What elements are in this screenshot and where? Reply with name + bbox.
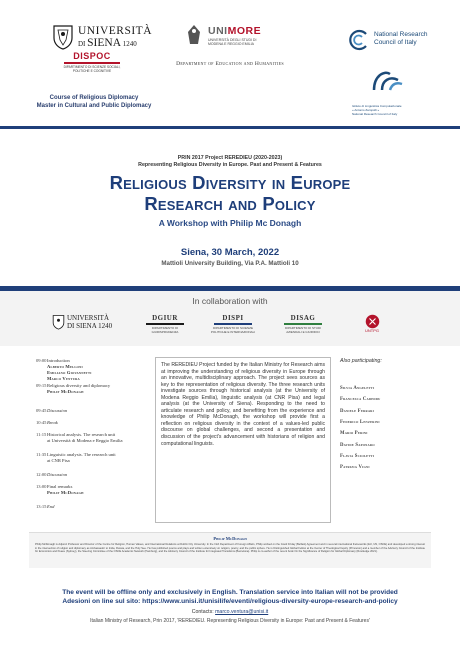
unimore-name: UNIMORE — [208, 25, 262, 37]
program-time: 13:15 — [36, 504, 47, 509]
contacts-label: Contacts: — [191, 609, 216, 615]
program-line: Break — [47, 420, 58, 425]
unimore-logo — [186, 24, 286, 64]
dgiur-sub: DIPARTIMENTO DI GIURISPRUDENZA — [151, 326, 179, 334]
participants-title: Also participating: — [340, 358, 382, 364]
dispoc-sub1: DIPARTIMENTO DI SCIENZE SOCIALI, — [63, 65, 121, 69]
program-text — [47, 358, 155, 382]
contacts — [0, 609, 460, 615]
participant-name: Federico Lenzerini — [340, 419, 380, 425]
notice-line1: The event will be offline only and exclusively in English. Translation service into Italian will not be provided — [62, 589, 398, 596]
page-subtitle: A Workshop with Philip Mc Donagh — [158, 218, 302, 228]
program-text — [47, 504, 155, 510]
program-text — [47, 432, 155, 444]
program-time: 11:35 — [36, 452, 47, 457]
participant-name: Patrizia Vigni — [340, 465, 370, 471]
title-line2: Research and Policy — [144, 193, 316, 214]
program-line: End — [47, 504, 55, 509]
program-text — [47, 484, 155, 496]
logo-header — [0, 0, 460, 120]
participant-name: Mario Perini — [340, 431, 368, 437]
program-time: 09:45 — [36, 408, 47, 413]
siena-crest-icon — [52, 314, 65, 330]
disag-sub: DIPARTIMENTO DI STUDI AZIENDALI E GIURIDICI — [284, 326, 321, 334]
participant-name: Daniele Ferrari — [340, 408, 374, 414]
dispoc-name: DISPOC — [73, 51, 111, 61]
program-time: 13:00 — [36, 484, 47, 489]
nrc-logo — [346, 28, 446, 54]
participant-name: Davide Saponaro — [340, 442, 375, 448]
program-speaker: Alberto Melloni — [47, 364, 83, 369]
dispi-name: DISPI — [222, 314, 244, 322]
dispi-sub: DIPARTIMENTO DI SCIENZE POLITICHE E INTERNAZIONALI — [210, 326, 256, 334]
dispoc-mark-icon — [64, 62, 120, 64]
prin-label — [0, 155, 460, 169]
unimore-mark-icon — [186, 24, 202, 46]
course-label — [20, 94, 168, 110]
collab-disag-logo — [278, 314, 328, 334]
program-text — [47, 420, 155, 426]
prin-line2: Representing Religious Diversity in Europe. Past and Present & Features — [138, 162, 322, 168]
prin-line1: PRIN 2017 Project REREDIEU (2020-2023) — [177, 155, 283, 161]
program-text — [47, 452, 155, 464]
program-time: 09:00 — [36, 358, 47, 363]
cnr-mark-icon — [346, 28, 370, 52]
collab-untpg-logo — [354, 314, 390, 333]
siena-line2: DI SIENA 1240 — [78, 37, 137, 49]
collab-siena-line1: UNIVERSITÀ — [67, 314, 109, 322]
untpg-name: UNTPG — [365, 328, 379, 333]
collab-siena-logo — [52, 314, 122, 334]
program-text — [47, 472, 155, 478]
department-name: Department of Education and Humanities — [176, 61, 284, 67]
program-line: Final remarks — [47, 484, 73, 489]
program-line: Historical analysis. The research unit — [47, 432, 116, 437]
title-line1: Religious Diversity in Europe — [109, 172, 351, 193]
participant-name: Flavia Scioletti — [340, 453, 375, 459]
program-speaker: Marco Ventura — [47, 376, 80, 381]
collab-title: In collaboration with — [192, 296, 268, 306]
bio-title: Philip McDonagh — [213, 536, 247, 541]
footer-text: Italian Ministry of Research, Prin 2017, 'REREDIEU. Representing Religious Diversity in Europe: Past and Present & Features' — [90, 618, 370, 624]
program-line: at CNR Pisa — [47, 458, 70, 463]
program-line: Discussion — [47, 408, 68, 413]
ilc-mark-icon — [370, 68, 404, 94]
dispoc-logo — [60, 51, 124, 73]
program-speaker: Philip McDonagh — [47, 490, 84, 495]
ilc-sub: Istituto di Linguistica Computazionale « Antonio Zampolli » National Research Council of Italy — [352, 104, 402, 116]
program-line: at Università di Modena e Reggio Emilia — [47, 438, 123, 443]
program-speaker: Emiliano Giovannetti — [47, 370, 92, 375]
ilc-logo — [352, 68, 452, 118]
program-speaker: Philip McDonagh — [47, 389, 84, 394]
event-date: Siena, 30 March, 2022 — [180, 247, 280, 258]
program-time: 11:15 — [36, 432, 47, 437]
collab-dispi-logo — [208, 314, 258, 334]
notice — [0, 588, 460, 606]
contacts-email-link[interactable]: marco.ventura@unisi.it — [215, 609, 269, 615]
untpg-mark-icon — [365, 314, 380, 329]
program-line: Introduction — [47, 358, 70, 363]
collab-siena-line2: DI SIENA 1240 — [67, 322, 113, 330]
participant-name: Francesca Cadeddu — [340, 397, 381, 403]
nrc-name: National Research Council of Italy — [374, 31, 428, 46]
program-time: 10:45 — [36, 420, 47, 425]
program-line: Religious diversity and diplomacy — [47, 383, 111, 388]
bio-text: Philip McDonagh is Adjunct Professor and Director of the Centre for Religion, Human Values, and International Relations at Dublin City University. In the Irish Department of Foreign Affairs, Philip worked on the Good Friday (Belfast) Agreement and in several international frameworks (EU, UN, OSCE) and developed a strong interest in the intersection of religion and diplomacy as Ambassador to India, Russia, and the Holy See. He has published poems and plays and written extensively on religion, poetry, and the public sphere. He is Distinguished Global Fellow at the Center of Theological Inquiry (Princeton) and a member of the Advisory Council of the Institute for Economics and Peace (Sydney), the Steering Committee of the OSCE Academic Network (Hamburg), and the Advisory Council of the Institute for Integrated Transitions (Barcelona). Philip is co-author of the recent book On the Significance of Religion for Global Diplomacy (Routledge 2021). — [35, 543, 425, 554]
program-text — [47, 383, 155, 395]
dgiur-name: DGIUR — [152, 314, 178, 322]
course-line1: Course of Religious Diplomacy — [49, 95, 139, 101]
event-venue: Mattioli University Building, Via P.A. Mattioli 10 — [161, 260, 299, 267]
program-time: 09:15 — [36, 383, 47, 388]
participants-list — [340, 358, 440, 471]
dispoc-sub2: POLITICHE E COGNITIVE — [72, 69, 112, 73]
participant-name: Silvia Angeletti — [340, 386, 375, 391]
program-line: Discussion — [47, 472, 68, 477]
unimore-sub: UNIVERSITÀ DEGLI STUDI DI MODENA E REGGIO EMILIA — [208, 38, 257, 46]
disag-name: DISAG — [290, 314, 316, 322]
siena-line1: UNIVERSITÀ — [78, 25, 152, 37]
program-line: Linguistic analysis. The research unit — [47, 452, 116, 457]
course-line2: Master in Cultural and Public Diplomacy — [36, 103, 152, 109]
siena-crest-icon — [52, 24, 74, 50]
program-time: 12:00 — [36, 472, 47, 477]
collab-dgiur-logo — [140, 314, 190, 334]
program-text — [47, 408, 155, 414]
notice-line2[interactable]: Adesioni on line sul sito: https://www.unisi.it/unisilife/eventi/religious-diversity-europe-research-and-policy — [62, 598, 398, 605]
header-divider — [0, 126, 460, 129]
page-title — [0, 172, 460, 214]
bio-panel — [29, 532, 431, 568]
project-description: The REREDIEU Project funded by the Italian Ministry for Research aims at improving the understanding of religious diversity in Europe through an innovative, multidisciplinary approach. The project sees sources as key to the representation of religious diversity. The three research units investigate sources through historical analysis (at the University of Modena Reggio Emilia), linguistic analysis (at CNR Pisa) and legal analysis (at the University of Siena). Responding to the need to articulate research and policy, and benefiting from the experience and knowledge of Philip McDonagh, the workshop will provide first a reflection on religious diversity in the context of a values-led public discourse on global challenges, and second a presentation and discussion of the project's advancement with historians of religion and computational linguists. — [155, 357, 331, 523]
